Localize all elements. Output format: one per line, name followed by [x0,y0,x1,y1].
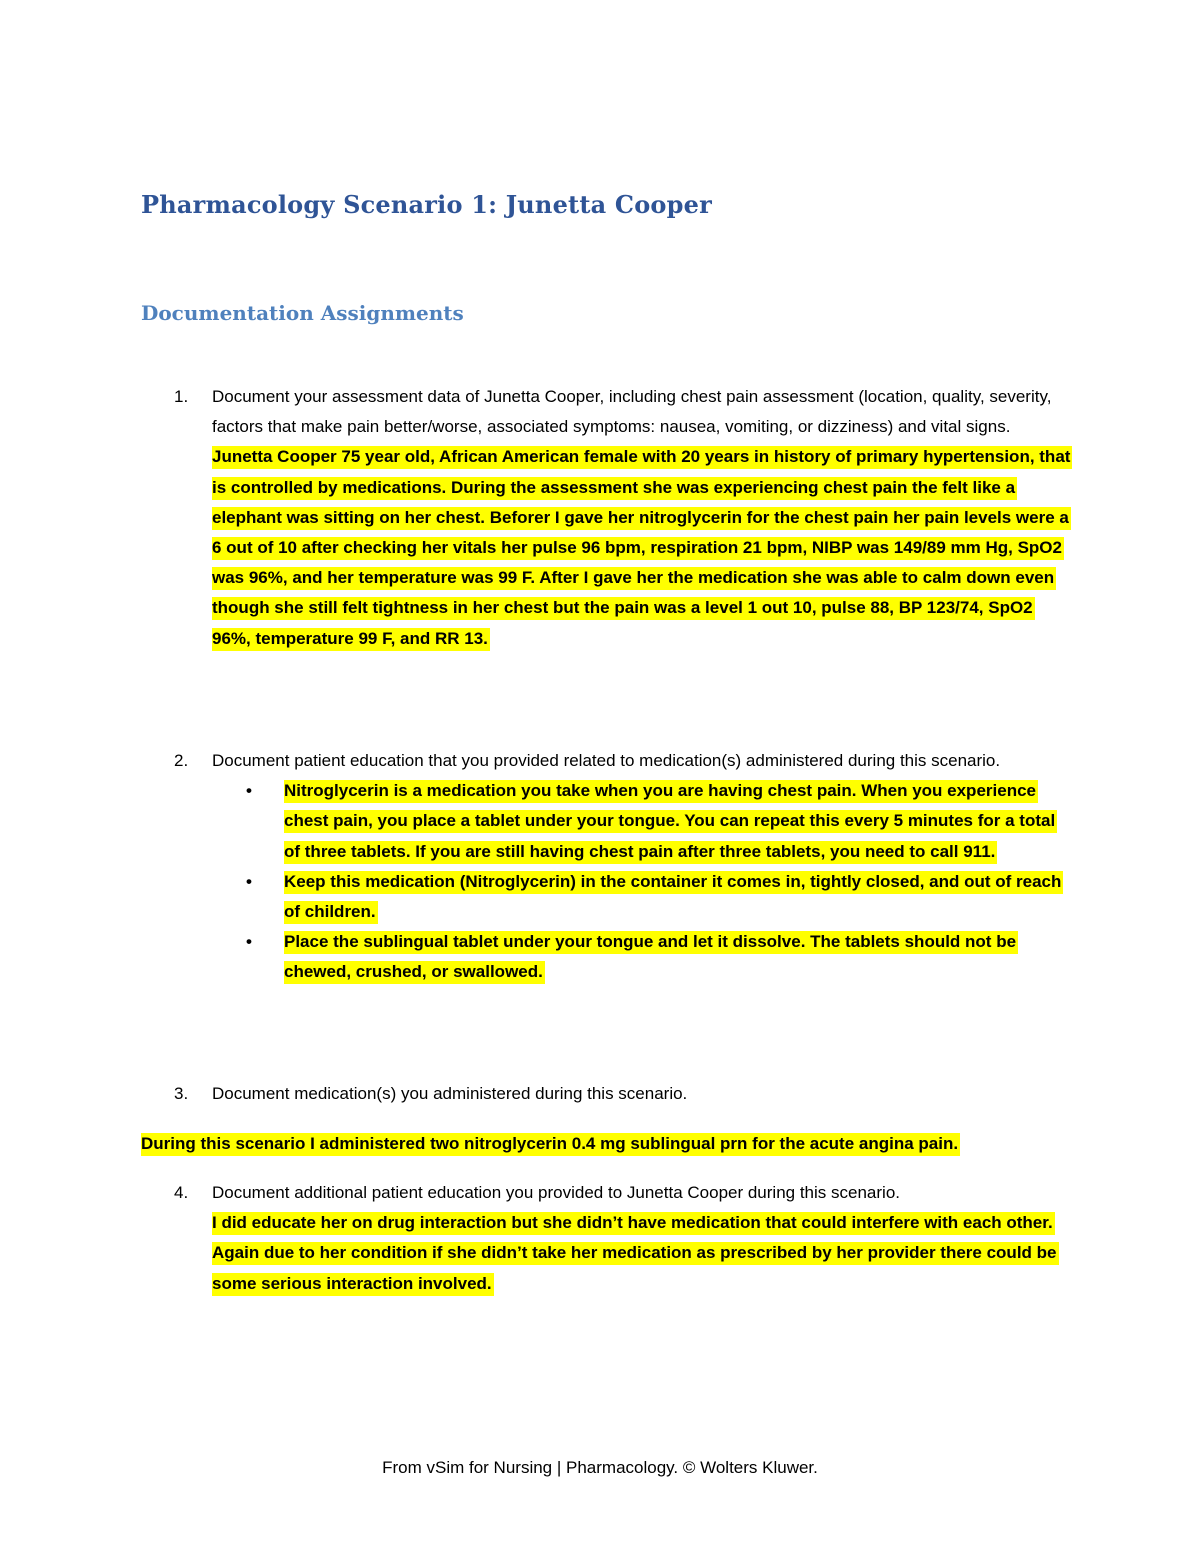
education-bullet-list [246,776,1071,987]
bullet-text: Place the sublingual tablet under your tongue and let it dissolve. The tablets should not be chewed, crushed, or swallowed. [284,931,1018,984]
item-answer: Junetta Cooper 75 year old, African American female with 20 years in history of primary hypertension, that is controlled by medications. During the assessment she was experiencing chest pain the felt like a elephant was sitting on her chest. Beforer I gave her nitroglycerin for the chest pain her pain levels were a 6 out of 10 after checking her vitals her pulse 96 bpm, respiration 21 bpm, NIBP was 149/89 mm Hg, SpO2 was 96%, and her temperature was 99 F. After I gave her the medication she was able to calm down even though she still felt tightness in her chest but the pain was a level 1 out 10, pulse 88, BP 123/74, SpO2 96%, temperature 99 F, and RR 13. [212,446,1072,650]
item-question: Document medication(s) you administered during this scenario. [212,1084,688,1103]
page-footer: From vSim for Nursing | Pharmacology. © Wolters Kluwer. [382,1458,818,1477]
item-answer: During this scenario I administered two nitroglycerin 0.4 mg sublingual prn for the acute angina pain. [141,1133,960,1156]
item-number: 3. [174,1084,189,1103]
item-number: 4. [174,1183,189,1202]
item-question: Document patient education that you provided related to medication(s) administered during this scenario. [212,751,1001,770]
item-question: Document additional patient education you provided to Junetta Cooper during this scenario. [212,1183,900,1202]
assignment-item-4 [141,1178,1071,1299]
list-item [246,927,1071,987]
bullet-icon: • [246,871,252,891]
bullet-text: Keep this medication (Nitroglycerin) in the container it comes in, tightly closed, and out of reach of children. [284,871,1063,924]
section-heading: Documentation Assignments [141,301,464,325]
assignment-item-1 [141,382,1071,654]
assignment-item-3 [141,1079,1071,1109]
bullet-icon: • [246,781,252,801]
page-title: Pharmacology Scenario 1: Junetta Cooper [141,190,712,219]
item-answer: I did educate her on drug interaction but she didn’t have medication that could interfere with each other. Again due to her condition if she didn’t take her medication as prescribed by her provider there could be some serious interaction involved. [212,1212,1059,1295]
item-number: 2. [174,751,189,770]
bullet-text: Nitroglycerin is a medication you take when you are having chest pain. When you experience chest pain, you place a tablet under your tongue. You can repeat this every 5 minutes for a total of three tablets. If you are still having chest pain after three tablets, you need to call 911. [284,780,1057,863]
list-item [246,776,1071,867]
item-question: Document your assessment data of Junetta Cooper, including chest pain assessment (location, quality, severity, factors that make pain better/worse, associated symptoms: nausea, vomiting, or dizziness) and vital signs. [212,387,1052,437]
item-number: 1. [174,387,189,406]
assignment-item-2 [141,746,1071,988]
list-item [246,867,1071,927]
item-3-answer-block [141,1129,1101,1159]
bullet-icon: • [246,932,252,952]
